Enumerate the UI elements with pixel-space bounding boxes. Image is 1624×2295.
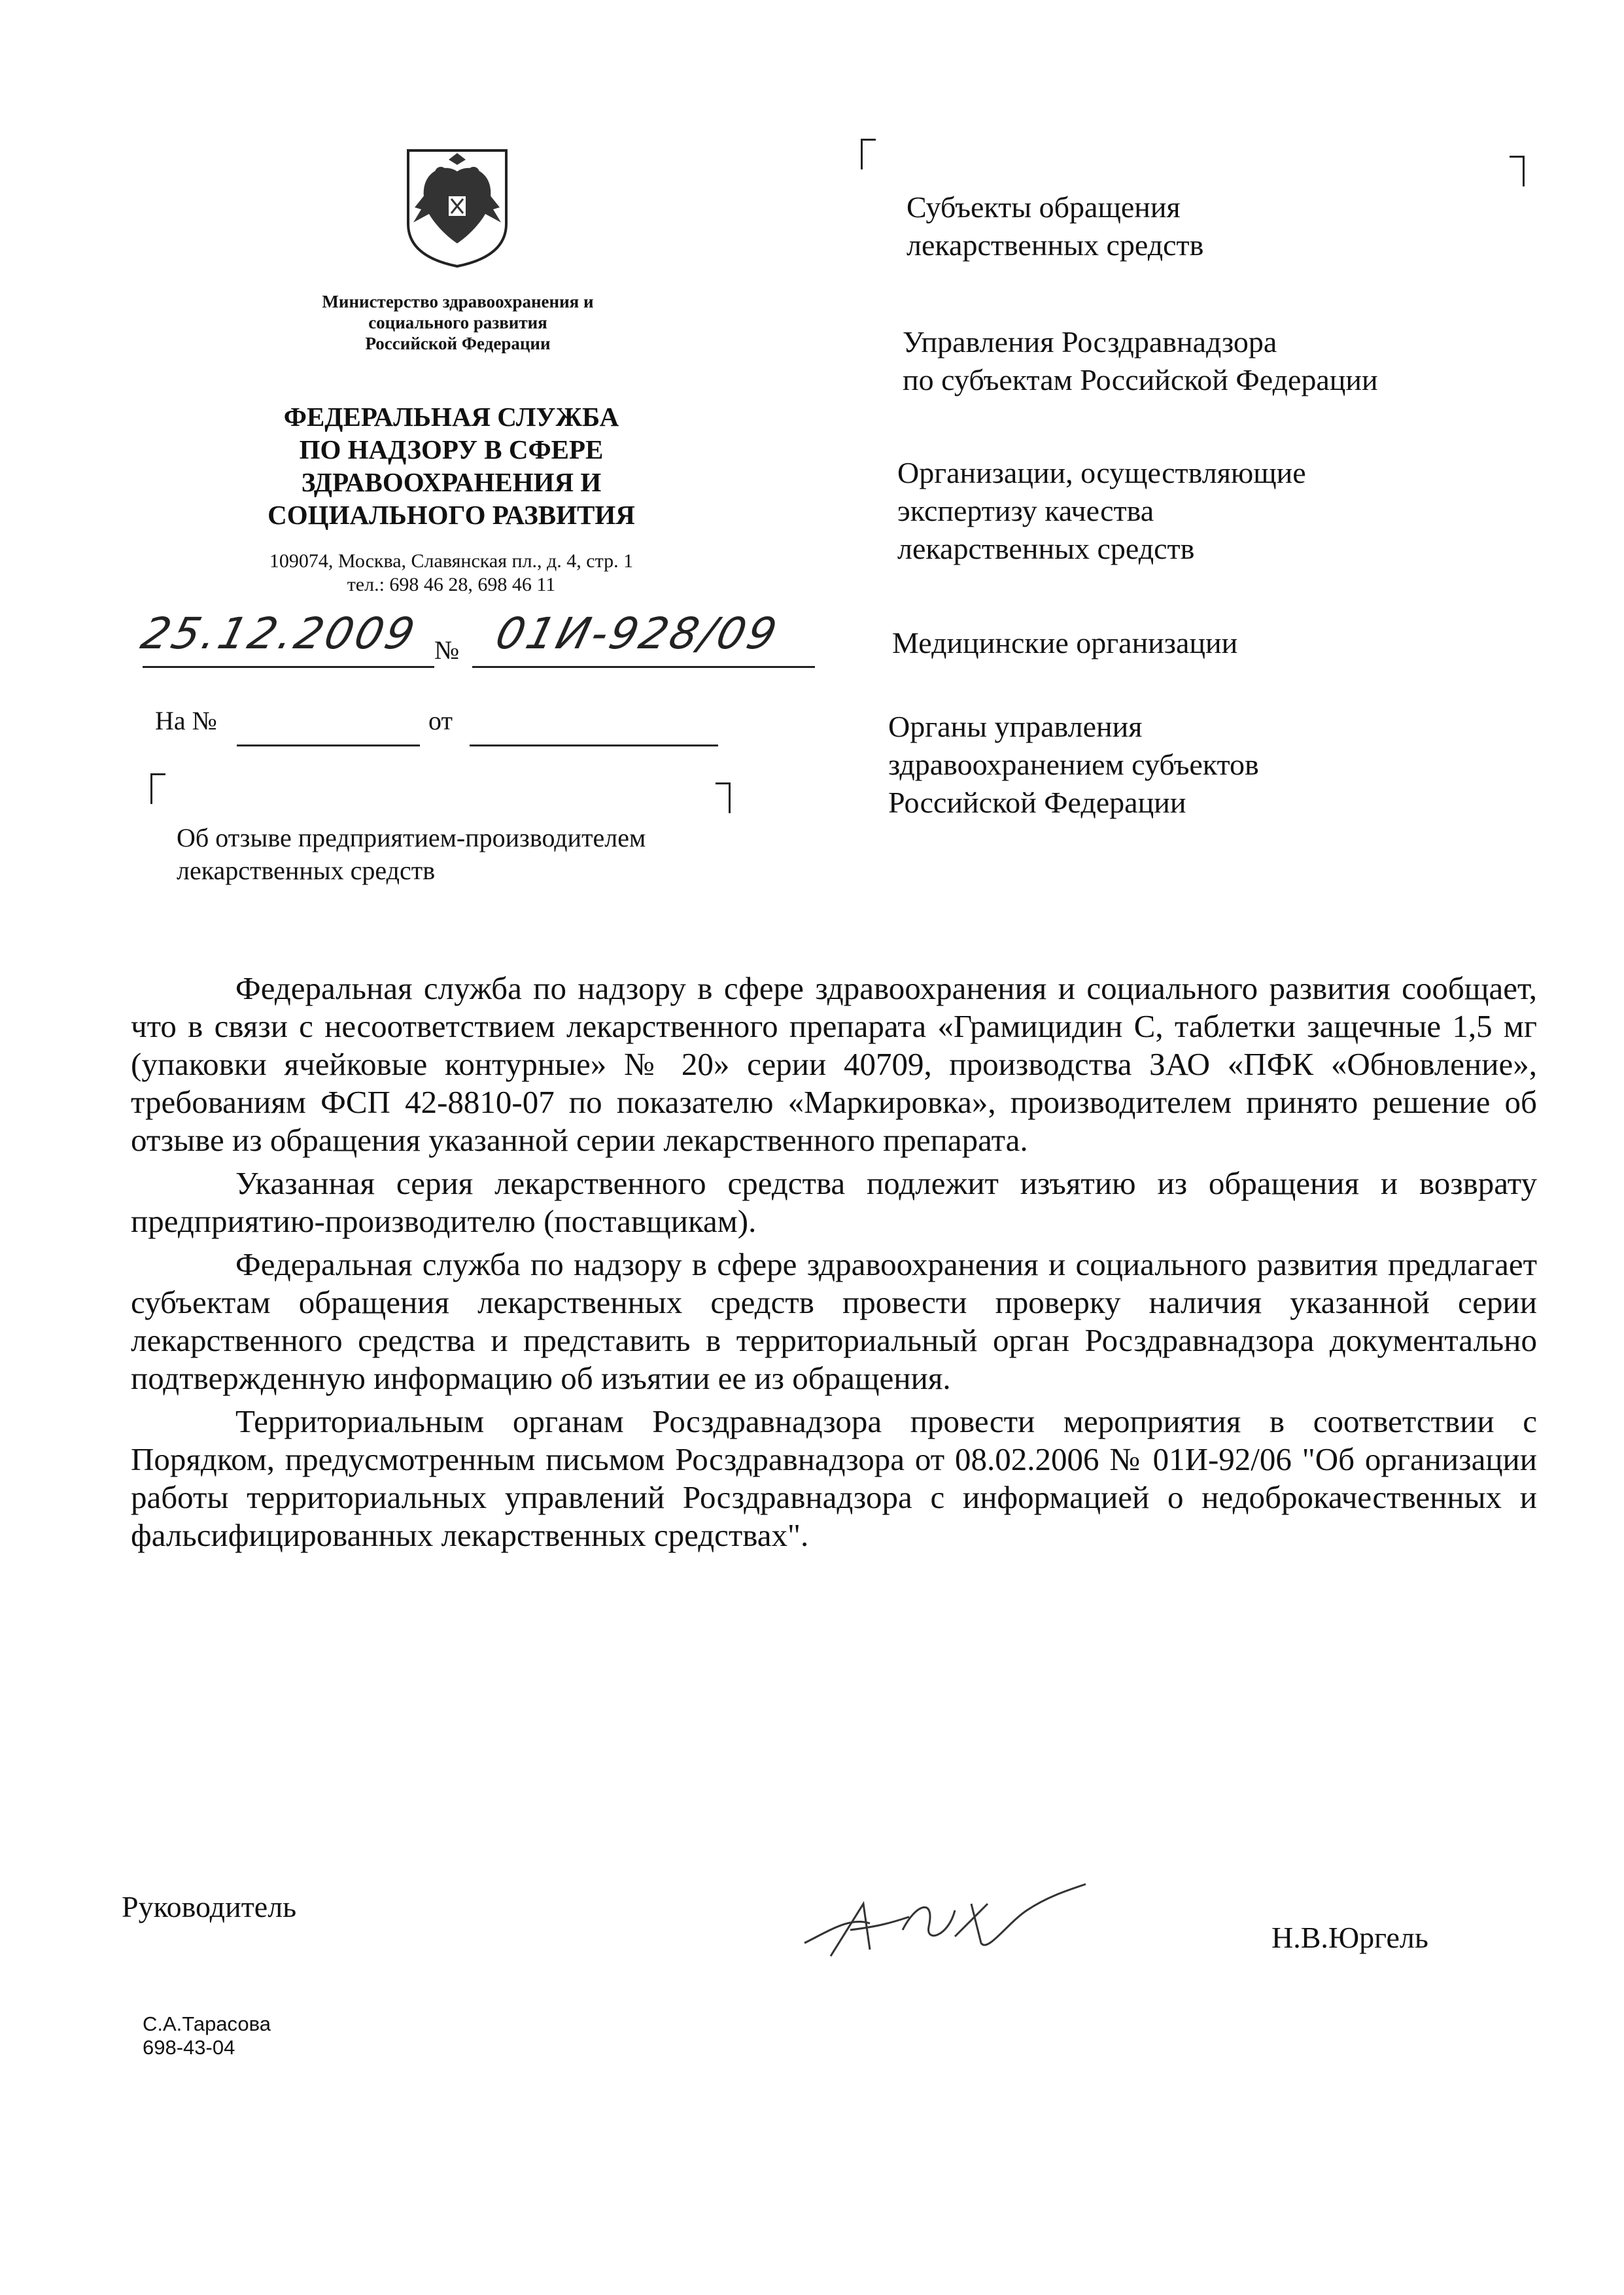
addressee-block: Организации, осуществляющие экспертизу качества лекарственных средств: [897, 456, 1306, 565]
number-underline: [472, 666, 815, 668]
date-underline: [143, 666, 434, 668]
number-sign: №: [434, 635, 460, 665]
body-paragraph: Территориальным органам Росздравнадзора провести мероприятия в соответствии с Порядком, предусмотренным письмом Росздравнадзора от 08.02.2006 № 01И-92/06 "Об организации работы территориальных управлений Росздравнадзора с информацией о недоброкачественных и фальсифицированных лекарственных средствах".: [131, 1403, 1537, 1553]
subject-corner-right: [716, 782, 731, 813]
reply-date-label: от: [428, 706, 453, 735]
handwritten-signature: [791, 1865, 1092, 1976]
registration-number: 01И-928/09: [491, 608, 784, 659]
coat-of-arms-icon: [402, 145, 513, 270]
addressee-block: Медицинские организации: [892, 626, 1238, 659]
service-address: 109074, Москва, Славянская пл., д. 4, стр. 1 тел.: 698 46 28, 698 46 11: [269, 550, 634, 595]
addressee-block: Субъекты обращения лекарственных средств: [907, 190, 1204, 262]
ministry-name: Министерство здравоохранения и социального развития Российской Федерации: [322, 292, 594, 353]
body-paragraph: Федеральная служба по надзору в сфере здравоохранения и социального развития предлагает субъектам обращения лекарственных средств провести проверку наличия указанной серии лекарственного средства и представить в территориальный орган Росздравнадзора документально подтвержденную информацию об изъятии ее из обращения.: [131, 1246, 1537, 1396]
service-name: ФЕДЕРАЛЬНАЯ СЛУЖБА ПО НАДЗОРУ В СФЕРЕ ЗДРАВООХРАНЕНИЯ И СОЦИАЛЬНОГО РАЗВИТИЯ: [268, 402, 635, 530]
reply-number-label: На №: [155, 706, 217, 735]
body-paragraph: Федеральная служба по надзору в сфере здравоохранения и социального развития сообщает, что в связи с несоответствием лекарственного препарата «Грамицидин С, таблетки защечные 1,5 мг (упаковки ячейковые контурные» № 20» серии 40709, производства ЗАО «ПФК «Обновление», требованиям ФСП 42-8810-07 по показателю «Маркировка», производителем принято решение об отзыве из обращения указанной серии лекарственного препарата.: [131, 970, 1537, 1158]
executor-info: [143, 2012, 271, 2059]
reply-number-line: [237, 745, 420, 746]
signer-title: Руководитель: [122, 1890, 297, 1923]
addressee-block: Управления Росздравнадзора по субъектам Российской Федерации: [903, 325, 1378, 396]
letter-body: [131, 970, 1537, 1560]
letter-subject: Об отзыве предприятием-производителем лекарственных средств: [177, 823, 646, 885]
addressee-block: Органы управления здравоохранением субъектов Российской Федерации: [888, 710, 1259, 819]
reply-date-line: [470, 745, 718, 746]
subject-corner-left: [150, 773, 165, 804]
executor-phone: 698-43-04: [143, 2036, 235, 2059]
executor-name: С.А.Тарасова: [143, 2012, 271, 2035]
signer-name: Н.В.Юргель: [1271, 1921, 1428, 1954]
addressee-corner-right: [1510, 156, 1525, 186]
addressee-corner-left: [861, 139, 876, 169]
registration-date: 25.12.2009: [136, 608, 423, 659]
body-paragraph: Указанная серия лекарственного средства подлежит изъятию из обращения и возврату предприятию-производителю (поставщикам).: [131, 1165, 1537, 1239]
